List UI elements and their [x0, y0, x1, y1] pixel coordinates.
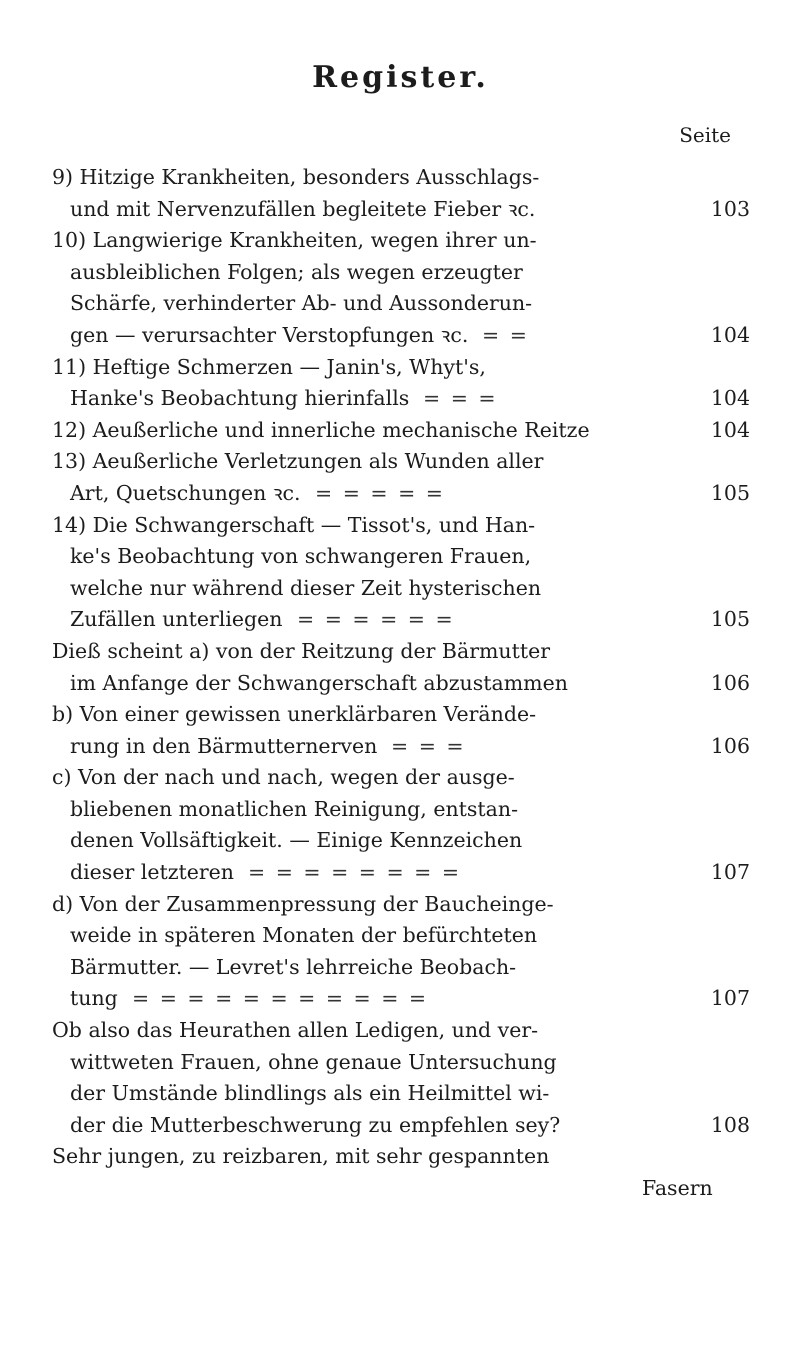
entry-text: b) Von einer gewissen unerklärbaren Verände-	[52, 702, 537, 727]
entry-text: gen — verursachter Verstopfungen ꝛc.	[70, 322, 469, 347]
register-line	[52, 446, 750, 478]
page-number: 105	[710, 607, 750, 632]
column-label-seite: Seite	[679, 123, 731, 147]
register-line	[52, 889, 750, 921]
entry-text: d) Von der Zusammenpressung der Baucheinge-	[52, 891, 554, 916]
register-line	[52, 920, 750, 952]
register-line	[52, 162, 750, 194]
register-line	[52, 352, 750, 384]
leader-marks: = = = = = =	[297, 607, 455, 632]
entry-text: und mit Nervenzufällen begleitete Fieber ꝛc.	[70, 196, 536, 221]
entry-text: Ob also das Heurathen allen Ledigen, und ver-	[52, 1018, 539, 1043]
entry-text: Schärfe, verhinderter Ab- und Aussonderun-	[70, 291, 533, 316]
entry-text: Zufällen unterliegen	[70, 607, 283, 632]
register-line	[52, 541, 750, 573]
register-line	[52, 794, 750, 826]
register-line	[52, 383, 750, 415]
register-line	[52, 636, 750, 668]
register-entries	[52, 162, 750, 1205]
entry-text: denen Vollsäftigkeit. — Einige Kennzeichen	[70, 828, 523, 853]
page-number: 104	[710, 417, 750, 442]
register-line	[52, 699, 750, 731]
register-line	[52, 1173, 750, 1205]
entry-text: 13) Aeußerliche Verletzungen als Wunden aller	[52, 449, 544, 474]
entry-text: im Anfange der Schwangerschaft abzustammen	[70, 670, 568, 695]
leader-marks: = = =	[423, 386, 498, 411]
register-line	[52, 510, 750, 542]
entry-text: der die Mutterbeschwerung zu empfehlen sey?	[70, 1112, 561, 1137]
entry-text: 14) Die Schwangerschaft — Tissot's, und Han-	[52, 512, 536, 537]
register-line	[52, 983, 750, 1015]
register-line	[52, 952, 750, 984]
register-line	[52, 1047, 750, 1079]
register-line	[52, 288, 750, 320]
register-line	[52, 194, 750, 226]
register-line	[52, 1141, 750, 1173]
leader-marks: = =	[482, 322, 529, 347]
register-line	[52, 225, 750, 257]
entry-text: Hanke's Beobachtung hierinfalls	[70, 386, 410, 411]
register-line	[52, 478, 750, 510]
page-number: 104	[710, 322, 750, 347]
entry-text: Dieß scheint a) von der Reitzung der Bärmutter	[52, 638, 551, 663]
register-line	[52, 1110, 750, 1142]
register-line	[52, 1078, 750, 1110]
entry-text: der Umstände blindlings als ein Heilmittel wi-	[70, 1081, 550, 1106]
page-title: Register.	[312, 60, 489, 95]
page-number: 103	[710, 196, 750, 221]
register-line	[52, 415, 750, 447]
page-number: 107	[710, 986, 750, 1011]
register-line	[52, 320, 750, 352]
page-number: 107	[710, 860, 750, 885]
register-line	[52, 825, 750, 857]
entry-text: welche nur während dieser Zeit hysterischen	[70, 575, 542, 600]
entry-text: 12) Aeußerliche und innerliche mechanische Reitze	[52, 417, 590, 442]
page-number: 106	[710, 670, 750, 695]
entry-text: c) Von der nach und nach, wegen der ausge-	[52, 765, 515, 790]
entry-text: 11) Heftige Schmerzen — Janin's, Whyt's,	[52, 354, 486, 379]
register-line	[52, 762, 750, 794]
page-number: 108	[710, 1112, 750, 1137]
register-line	[52, 1015, 750, 1047]
register-line	[52, 573, 750, 605]
page-number: 105	[710, 480, 750, 505]
register-line	[52, 668, 750, 700]
entry-text: ke's Beobachtung von schwangeren Frauen,	[70, 544, 532, 569]
entry-text: Sehr jungen, zu reizbaren, mit sehr gespannten	[52, 1144, 550, 1169]
leader-marks: = = = = = = = =	[248, 860, 462, 885]
page-number: 106	[710, 733, 750, 758]
entry-text: 10) Langwierige Krankheiten, wegen ihrer un-	[52, 228, 537, 253]
register-line	[52, 857, 750, 889]
entry-text: weide in späteren Monaten der befürchteten	[70, 923, 538, 948]
leader-marks: = = =	[391, 733, 466, 758]
leader-marks: = = = = =	[315, 480, 445, 505]
entry-text: ausbleiblichen Folgen; als wegen erzeugter	[70, 259, 523, 284]
entry-text: Art, Quetschungen ꝛc.	[70, 480, 301, 505]
register-line	[52, 257, 750, 289]
entry-text: Fasern	[642, 1176, 713, 1200]
page-number: 104	[710, 386, 750, 411]
entry-text: 9) Hitzige Krankheiten, besonders Ausschlags-	[52, 165, 540, 189]
entry-text: tung	[70, 986, 118, 1011]
entry-text: rung in den Bärmutternerven	[70, 733, 378, 758]
register-line	[52, 604, 750, 636]
register-line	[52, 731, 750, 763]
entry-text: bliebenen monatlichen Reinigung, entstan-	[70, 796, 519, 821]
entry-text: Bärmutter. — Levret's lehrreiche Beobach-	[70, 954, 517, 979]
entry-text: wittweten Frauen, ohne genaue Untersuchung	[70, 1049, 557, 1074]
entry-text: dieser letzteren	[70, 860, 235, 885]
leader-marks: = = = = = = = = = = =	[132, 986, 429, 1011]
